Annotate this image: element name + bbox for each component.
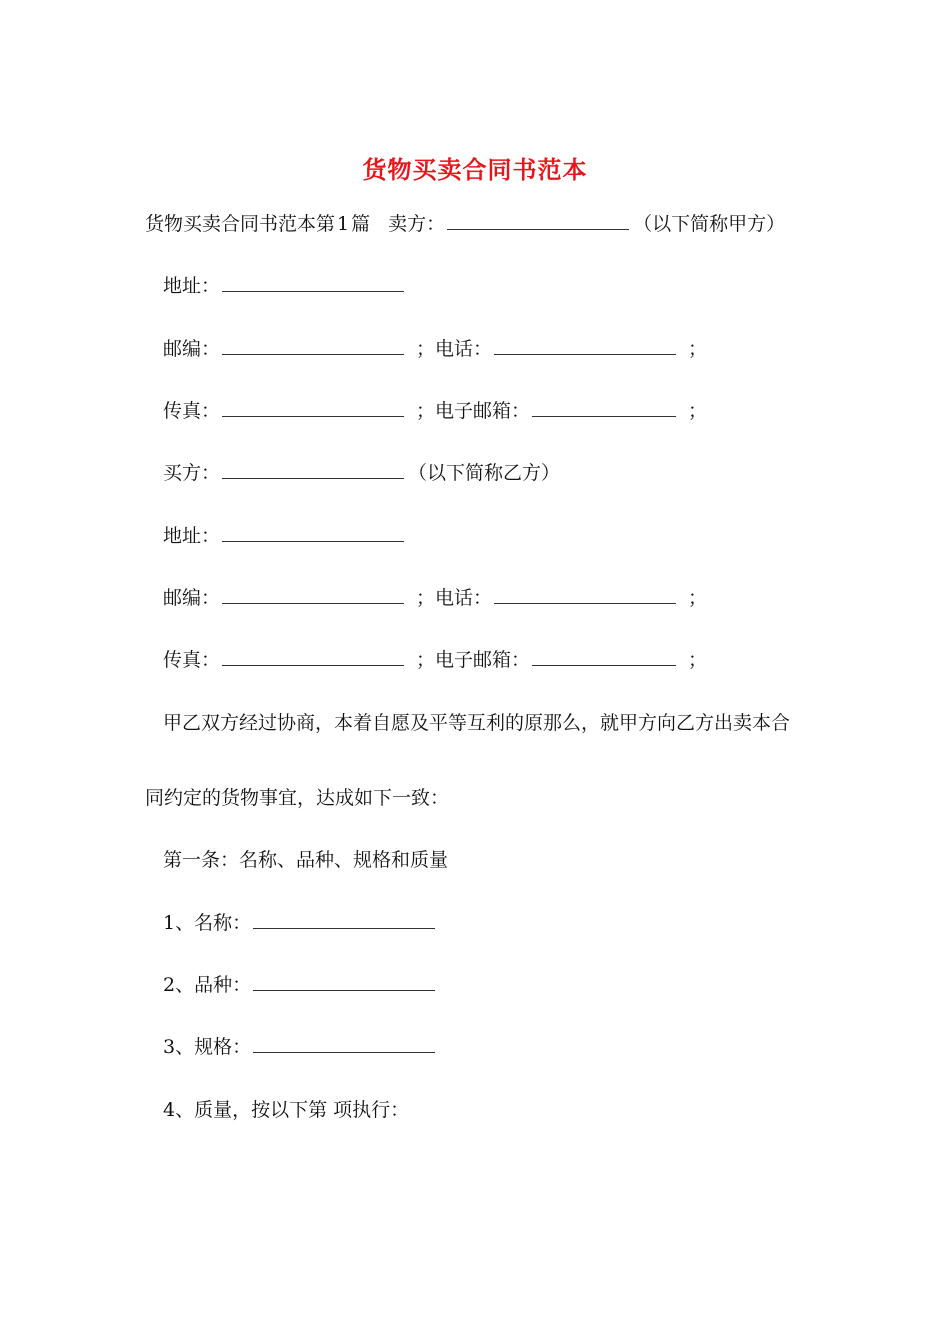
buyer-email-field[interactable] [532,653,676,666]
seller-email-label: 电子邮箱： [435,400,531,422]
item-label: 、名称： [175,912,252,934]
seller-line-num: 1 [337,213,350,235]
list-item [163,1097,409,1123]
seller-line-suffix: 篇 [351,213,371,235]
item-number: 4 [163,1099,176,1121]
item-label: 、质量，按以下第 项执行： [175,1099,410,1121]
semicolon: ； [688,649,708,671]
item-label: 、规格： [175,1036,252,1058]
seller-line [145,211,785,237]
item-spec-field[interactable] [253,1040,435,1053]
seller-address-label: 地址： [163,275,221,297]
buyer-note: （以下简称乙方） [408,462,561,484]
buyer-address-field[interactable] [222,529,404,542]
semicolon: ； [416,649,436,671]
article-1-heading: 第一条：名称、品种、规格和质量 [163,849,449,871]
buyer-postcode-field[interactable] [222,591,404,604]
seller-fax-line [163,398,707,424]
buyer-postcode-label: 邮编： [163,587,221,609]
semicolon: ； [688,338,708,360]
buyer-email-label: 电子邮箱： [435,649,531,671]
seller-name-field[interactable] [447,217,629,230]
seller-postcode-label: 邮编： [163,338,221,360]
buyer-label: 买方： [163,462,221,484]
list-item [163,972,439,998]
seller-label: 卖方： [388,213,446,235]
item-name-field[interactable] [253,916,435,929]
seller-postcode-line [163,336,707,362]
buyer-postcode-line [163,585,707,611]
buyer-fax-field[interactable] [222,653,404,666]
item-number: 3 [163,1036,176,1058]
buyer-name-field[interactable] [222,466,404,479]
seller-address-line [163,273,408,299]
seller-phone-label: 电话： [435,338,493,360]
seller-email-field[interactable] [532,404,676,417]
buyer-line [163,460,560,486]
agreement-paragraph-line-1: 甲乙双方经过协商，本着自愿及平等互利的原那么，就甲方向乙方出卖本合 [163,712,791,734]
item-number: 2 [163,974,176,996]
agreement-paragraph-line-2: 同约定的货物事宜，达成如下一致： [145,787,450,809]
buyer-fax-label: 传真： [163,649,221,671]
list-item [163,1034,439,1060]
semicolon: ； [688,587,708,609]
semicolon: ； [416,587,436,609]
semicolon: ； [416,400,436,422]
seller-address-field[interactable] [222,279,404,292]
seller-postcode-field[interactable] [222,342,404,355]
buyer-address-label: 地址： [163,525,221,547]
semicolon: ； [688,400,708,422]
seller-fax-label: 传真： [163,400,221,422]
item-variety-field[interactable] [253,978,435,991]
list-item [163,910,439,936]
buyer-phone-field[interactable] [494,591,676,604]
buyer-phone-label: 电话： [435,587,493,609]
item-number: 1 [163,912,176,934]
seller-line-prefix: 货物买卖合同书范本第 [145,213,336,235]
seller-note: （以下简称甲方） [633,213,786,235]
semicolon: ； [416,338,436,360]
item-label: 、品种： [175,974,252,996]
buyer-address-line [163,523,408,549]
document-title: 货物买卖合同书范本 [362,155,588,184]
seller-fax-field[interactable] [222,404,404,417]
seller-phone-field[interactable] [494,342,676,355]
buyer-fax-line [163,647,707,673]
